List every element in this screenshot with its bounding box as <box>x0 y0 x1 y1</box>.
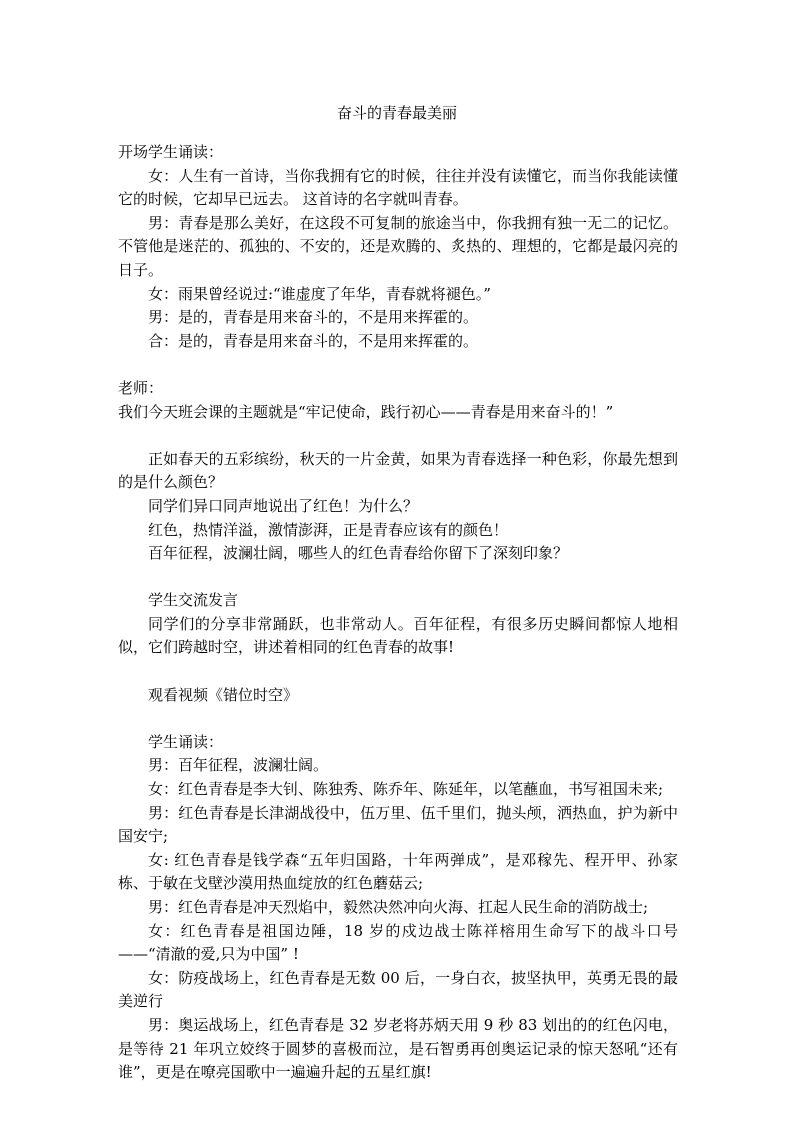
blank-line <box>118 707 678 731</box>
paragraph: 男：红色青春是冲天烈焰中，毅然决然冲向火海、扛起人民生命的消防战士; <box>148 898 649 916</box>
paragraph: 女：红色青春是祖国边陲，18 岁的戍边战士陈祥榕用生命写下的战斗口号——“清澈的爱,只为中国” ! <box>118 921 678 964</box>
paragraph: 红色，热情洋溢，激情澎湃，正是青春应该有的颜色！ <box>148 520 509 539</box>
blank-line <box>118 353 678 377</box>
section-heading: 开场学生诵读： <box>118 143 224 161</box>
paragraph: 学生交流发言 <box>148 591 239 610</box>
section-heading: 老师： <box>118 378 164 397</box>
paragraph: 男：奥运战场上，红色青春是 32 岁老将苏炳天用 9 秒 83 划出的的红色闪电，是等待 21 年巩立姣终于圆梦的喜极而泣，是石智勇再创奥运记录的惊天怒吼“还有谁”，更是在嘹亮国歌中一遍遍升起的五星红旗! <box>118 1015 678 1082</box>
document-body <box>118 141 678 1085</box>
paragraph: 男：百年征程，波澜壮阔。 <box>148 756 329 775</box>
paragraph: 百年征程，波澜壮阔，哪些人的红色青春给你留下了深刻印象？ <box>148 544 569 563</box>
paragraph: 女: 红色青春是钱学森“五年归国路，十年两弹成”，是邓稼先、程开甲、孙家栋、于敏在戈壁沙漠用热血绽放的红色蘑菇云; <box>118 850 678 893</box>
paragraph: 男：红色青春是长津湖战役中，伍万里、伍千里们，抛头颅，洒热血，护为新中国安宁; <box>118 803 678 846</box>
paragraph: 正如春天的五彩缤纷，秋天的一片金黄，如果为青春选择一种色彩，你最先想到的是什么颜色？ <box>118 449 678 492</box>
paragraph: 男：是的，青春是用来奋斗的，不是用来挥霍的。 <box>148 308 479 327</box>
paragraph: 同学们的分享非常踊跃，也非常动人。百年征程，有很多历史瞬间都惊人地相似，它们跨越时空，讲述着相同的红色青春的故事! <box>118 614 678 657</box>
blank-line <box>118 660 678 684</box>
blank-line <box>118 566 678 590</box>
paragraph: 男：青春是那么美好，在这段不可复制的旅途当中，你我拥有独一无二的记忆。不管他是迷茫的、孤独的、不安的，还是欢腾的、炙热的、理想的，它都是最闪亮的日子。 <box>118 213 678 279</box>
paragraph: 观看视频《错位时空》 <box>148 685 299 704</box>
paragraph: 女：雨果曾经说过:“谁虚度了年华，青春就将褪色。” <box>148 284 491 303</box>
paragraph: 我们今天班会课的主题就是“牢记使命，践行初心——青春是用来奋斗的！” <box>118 402 614 421</box>
paragraph: 女：红色青春是李大钊、陈独秀、陈乔年、陈延年，以笔蘸血，书写祖国未来; <box>148 780 664 799</box>
paragraph: 学生诵读： <box>148 732 224 751</box>
paragraph: 女：防疫战场上，红色青春是无数 00 后，一身白衣，披坚执甲，英勇无畏的最美逆行 <box>118 968 678 1011</box>
paragraph: 同学们异口同声地说出了红色！为什么？ <box>148 496 419 515</box>
paragraph: 合：是的，青春是用来奋斗的，不是用来挥霍的。 <box>148 331 479 350</box>
blank-line <box>118 424 678 448</box>
paragraph: 女：人生有一首诗，当你我拥有它的时候，往往并没有读懂它，而当你我能读懂它的时候，它却早已远去。 这首诗的名字就叫青春。 <box>118 166 678 209</box>
document-title: 奋斗的青春最美丽 <box>336 104 457 122</box>
